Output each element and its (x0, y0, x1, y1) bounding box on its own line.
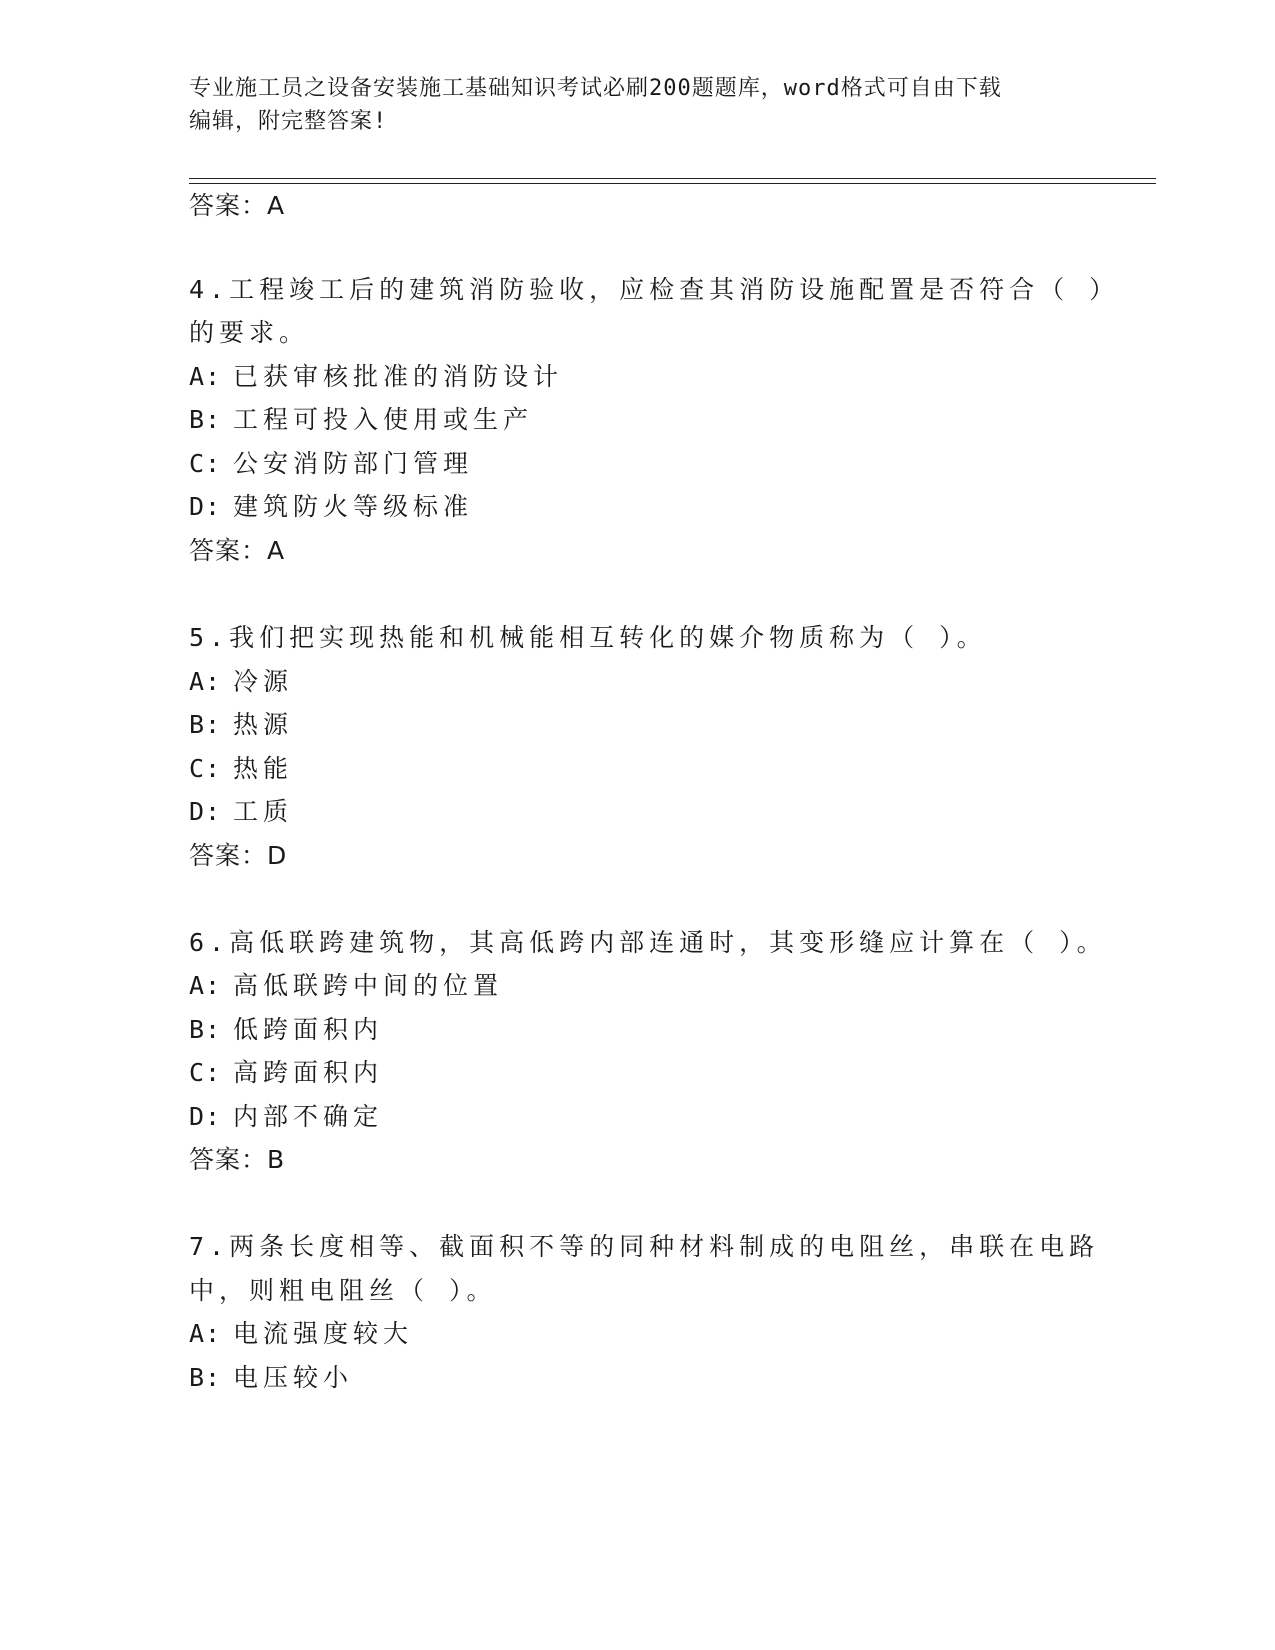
question-7-option-a (189, 1319, 413, 1349)
option-key: C: (189, 449, 222, 478)
option-text: 低跨面积内 (233, 1015, 384, 1044)
option-text: 电压较小 (233, 1363, 354, 1392)
question-7-option-b (189, 1363, 353, 1393)
option-key: B: (189, 1363, 222, 1392)
option-key: D: (189, 492, 222, 521)
option-text: 已获审核批准的消防设计 (233, 362, 564, 391)
option-text: 冷源 (233, 667, 294, 696)
option-key: B: (189, 710, 222, 739)
question-4-stem-line-1: 4.工程竣工后的建筑消防验收，应检查其消防设施配置是否符合（ ） (189, 275, 1120, 304)
question-6-stem-line-1: 6.高低联跨建筑物，其高低跨内部连通时，其变形缝应计算在（ ）。 (189, 928, 1107, 957)
option-key: A: (189, 1319, 222, 1348)
header-divider-top (189, 178, 1156, 179)
option-text: 热能 (233, 754, 294, 783)
option-key: A: (189, 667, 222, 696)
answer-q6: 答案：B (189, 1145, 286, 1174)
answer-q4: 答案：A (189, 536, 286, 565)
answer-q3: 答案：A (189, 191, 286, 220)
question-4-option-a (189, 362, 563, 392)
question-5-option-d (189, 797, 293, 827)
option-text: 公安消防部门管理 (233, 449, 474, 478)
header-line-2: 编辑，附完整答案! (189, 109, 388, 134)
option-text: 高低联跨中间的位置 (233, 971, 504, 1000)
option-text: 电流强度较大 (233, 1319, 414, 1348)
question-6-option-c (189, 1058, 383, 1088)
option-key: A: (189, 362, 222, 391)
question-5-option-a (189, 667, 293, 697)
question-5-stem-line-1: 5.我们把实现热能和机械能相互转化的媒介物质称为（ ）。 (189, 623, 987, 652)
option-key: D: (189, 1102, 222, 1131)
option-key: C: (189, 754, 222, 783)
option-text: 工程可投入使用或生产 (233, 405, 534, 434)
question-6-option-d (189, 1102, 383, 1132)
question-4-stem-line-2: 的要求。 (189, 318, 310, 347)
option-key: A: (189, 971, 222, 1000)
option-key: D: (189, 797, 222, 826)
question-4-option-d (189, 492, 473, 522)
option-text: 工质 (233, 797, 294, 826)
option-key: B: (189, 405, 222, 434)
question-6-option-a (189, 971, 503, 1001)
page-header (189, 72, 1089, 138)
option-text: 热源 (233, 710, 294, 739)
header-line-1: 专业施工员之设备安装施工基础知识考试必刷200题题库，word格式可自由下载 (189, 76, 1002, 101)
option-text: 建筑防火等级标准 (233, 492, 474, 521)
option-key: B: (189, 1015, 222, 1044)
question-4-option-c (189, 449, 473, 479)
header-divider-bottom (189, 183, 1156, 184)
question-7-stem-line-1: 7.两条长度相等、截面积不等的同种材料制成的电阻丝，串联在电路 (189, 1232, 1100, 1261)
option-text: 内部不确定 (233, 1102, 384, 1131)
question-6-option-b (189, 1015, 383, 1045)
question-4-option-b (189, 405, 533, 435)
question-5-option-b (189, 710, 293, 740)
option-key: C: (189, 1058, 222, 1087)
answer-q5: 答案：D (189, 841, 288, 870)
option-text: 高跨面积内 (233, 1058, 384, 1087)
question-7-stem-line-2: 中，则粗电阻丝（ ）。 (189, 1276, 497, 1305)
question-5-option-c (189, 754, 293, 784)
